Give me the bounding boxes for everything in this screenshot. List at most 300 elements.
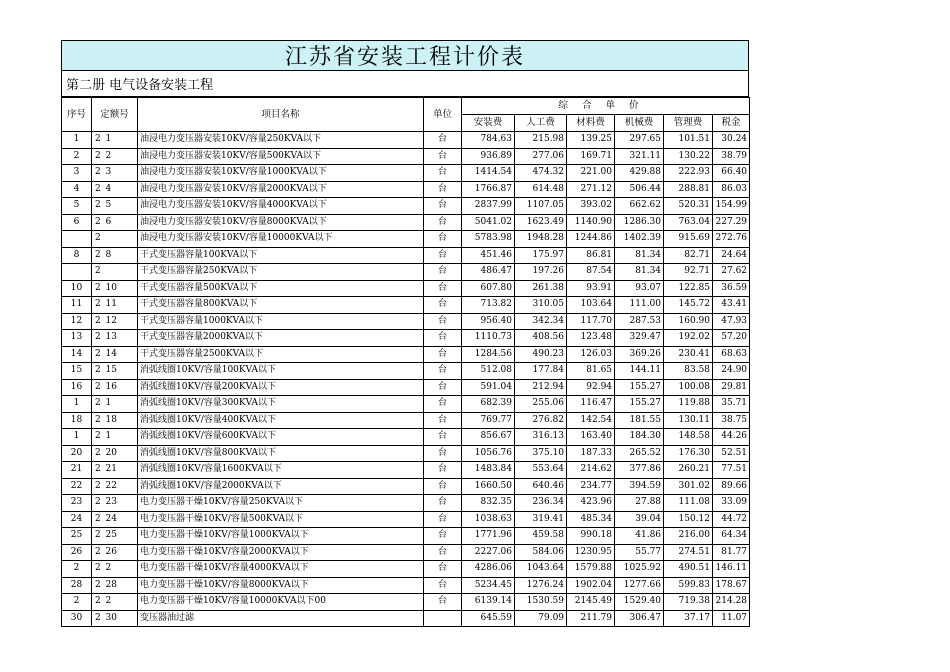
row-labor-fee: 276.82 [515, 412, 567, 429]
row-tax: 44.72 [713, 511, 750, 528]
table-row [62, 330, 750, 347]
row-mgmt-fee: 763.04 [664, 214, 713, 231]
header-tax: 税金 [713, 115, 750, 132]
row-install-fee: 956.40 [462, 313, 515, 330]
row-code-book: 2 [92, 528, 104, 545]
row-mgmt-fee: 37.17 [664, 610, 713, 627]
table-row [62, 412, 750, 429]
row-item-name: 电力变压器干燥10KV/容量8000KVA以下 [138, 577, 424, 594]
row-install-fee: 832.35 [462, 495, 515, 512]
table-row [62, 544, 750, 561]
row-item-name: 消弧线圈10KV/容量2000KVA以下 [138, 478, 424, 495]
row-unit: 台 [424, 148, 462, 165]
row-item-name: 消弧线圈10KV/容量300KVA以下 [138, 396, 424, 413]
row-tax: 36.59 [713, 280, 750, 297]
row-code-number: 18 [104, 412, 138, 429]
row-unit: 台 [424, 346, 462, 363]
row-code-number: 23 [104, 495, 138, 512]
table-row [62, 577, 750, 594]
row-material-fee: 163.40 [567, 429, 615, 446]
row-tax: 86.03 [713, 181, 750, 198]
row-material-fee: 1902.04 [567, 577, 615, 594]
row-tax: 35.71 [713, 396, 750, 413]
row-item-name: 油浸电力变压器安装10KV/容量1000KVA以下 [138, 165, 424, 182]
table-row [62, 132, 750, 149]
row-code-number: 20 [104, 445, 138, 462]
row-code-book: 2 [92, 214, 104, 231]
row-code-number: 15 [104, 363, 138, 380]
row-unit: 台 [424, 396, 462, 413]
header-row-1 [62, 98, 750, 115]
row-machine-fee: 662.62 [615, 198, 664, 215]
row-labor-fee: 177.84 [515, 363, 567, 380]
row-mgmt-fee: 260.21 [664, 462, 713, 479]
row-machine-fee: 329.47 [615, 330, 664, 347]
table-row [62, 379, 750, 396]
row-code-number [104, 264, 138, 281]
row-code-book: 2 [92, 148, 104, 165]
row-material-fee: 1230.95 [567, 544, 615, 561]
row-mgmt-fee: 92.71 [664, 264, 713, 281]
row-install-fee: 607.80 [462, 280, 515, 297]
row-code-book: 2 [92, 379, 104, 396]
row-tax: 29.81 [713, 379, 750, 396]
row-install-fee: 682.39 [462, 396, 515, 413]
row-labor-fee: 1530.59 [515, 594, 567, 611]
row-machine-fee: 93.07 [615, 280, 664, 297]
row-install-fee: 1284.56 [462, 346, 515, 363]
row-code-number: 30 [104, 610, 138, 627]
row-install-fee: 2227.06 [462, 544, 515, 561]
row-labor-fee: 584.06 [515, 544, 567, 561]
row-unit: 台 [424, 379, 462, 396]
row-unit: 台 [424, 412, 462, 429]
table-row [62, 198, 750, 215]
header-name: 项目名称 [138, 98, 424, 132]
table-row [62, 429, 750, 446]
row-code-book: 2 [92, 511, 104, 528]
row-item-name: 干式变压器容量800KVA以下 [138, 297, 424, 314]
row-code-book: 2 [92, 478, 104, 495]
row-install-fee: 1038.63 [462, 511, 515, 528]
row-code-number: 3 [104, 165, 138, 182]
row-code-number: 24 [104, 511, 138, 528]
row-code-number: 26 [104, 544, 138, 561]
row-unit: 台 [424, 594, 462, 611]
row-code-book: 2 [92, 412, 104, 429]
row-seq: 13 [62, 330, 92, 347]
row-code-number [104, 231, 138, 248]
row-unit: 台 [424, 165, 462, 182]
table-row [62, 165, 750, 182]
row-code-book: 2 [92, 396, 104, 413]
row-seq: 1 [62, 132, 92, 149]
row-mgmt-fee: 599.83 [664, 577, 713, 594]
row-tax: 66.40 [713, 165, 750, 182]
row-material-fee: 1244.86 [567, 231, 615, 248]
row-code-number: 2 [104, 594, 138, 611]
row-machine-fee: 369.26 [615, 346, 664, 363]
row-install-fee: 1771.96 [462, 528, 515, 545]
row-install-fee: 512.08 [462, 363, 515, 380]
row-unit: 台 [424, 544, 462, 561]
row-mgmt-fee: 230.41 [664, 346, 713, 363]
row-code-number: 21 [104, 462, 138, 479]
row-seq: 26 [62, 544, 92, 561]
row-item-name: 电力变压器干燥10KV/容量250KVA以下 [138, 495, 424, 512]
row-seq: 14 [62, 346, 92, 363]
row-code-number: 16 [104, 379, 138, 396]
row-code-number: 6 [104, 214, 138, 231]
row-seq: 2 [62, 594, 92, 611]
row-code-book: 2 [92, 132, 104, 149]
row-tax: 38.79 [713, 148, 750, 165]
row-seq: 20 [62, 445, 92, 462]
row-unit: 台 [424, 577, 462, 594]
row-labor-fee: 215.98 [515, 132, 567, 149]
row-install-fee: 1483.84 [462, 462, 515, 479]
row-code-number: 1 [104, 132, 138, 149]
row-material-fee: 87.54 [567, 264, 615, 281]
header-material: 材料费 [567, 115, 615, 132]
row-code-book: 2 [92, 231, 104, 248]
header-install: 安装费 [462, 115, 515, 132]
price-sheet [61, 40, 749, 627]
row-mgmt-fee: 216.00 [664, 528, 713, 545]
table-row [62, 561, 750, 578]
row-mgmt-fee: 192.02 [664, 330, 713, 347]
row-seq: 22 [62, 478, 92, 495]
row-mgmt-fee: 301.02 [664, 478, 713, 495]
row-tax: 68.63 [713, 346, 750, 363]
table-row [62, 363, 750, 380]
row-item-name: 电力变压器干燥10KV/容量2000KVA以下 [138, 544, 424, 561]
row-machine-fee: 265.52 [615, 445, 664, 462]
row-code-book: 2 [92, 495, 104, 512]
row-code-book: 2 [92, 594, 104, 611]
row-seq: 28 [62, 577, 92, 594]
row-install-fee: 1414.54 [462, 165, 515, 182]
row-seq: 18 [62, 412, 92, 429]
row-tax: 227.29 [713, 214, 750, 231]
row-labor-fee: 459.58 [515, 528, 567, 545]
row-material-fee: 117.70 [567, 313, 615, 330]
row-tax: 44.26 [713, 429, 750, 446]
row-mgmt-fee: 82.71 [664, 247, 713, 264]
header-machine: 机械费 [615, 115, 664, 132]
row-item-name: 干式变压器容量100KVA以下 [138, 247, 424, 264]
row-material-fee: 990.18 [567, 528, 615, 545]
table-row [62, 231, 750, 248]
row-seq: 10 [62, 280, 92, 297]
row-code-book: 2 [92, 429, 104, 446]
row-mgmt-fee: 719.38 [664, 594, 713, 611]
row-code-book: 2 [92, 330, 104, 347]
row-seq: 12 [62, 313, 92, 330]
row-labor-fee: 375.10 [515, 445, 567, 462]
row-seq: 23 [62, 495, 92, 512]
row-machine-fee: 306.47 [615, 610, 664, 627]
row-unit: 台 [424, 132, 462, 149]
row-unit: 台 [424, 297, 462, 314]
row-material-fee: 139.25 [567, 132, 615, 149]
row-code-number: 1 [104, 396, 138, 413]
row-code-book: 2 [92, 577, 104, 594]
row-labor-fee: 408.56 [515, 330, 567, 347]
row-item-name: 干式变压器容量1000KVA以下 [138, 313, 424, 330]
row-material-fee: 93.91 [567, 280, 615, 297]
row-code-book: 2 [92, 280, 104, 297]
row-install-fee: 2837.99 [462, 198, 515, 215]
row-item-name: 消弧线圈10KV/容量600KVA以下 [138, 429, 424, 446]
row-mgmt-fee: 160.90 [664, 313, 713, 330]
row-material-fee: 423.96 [567, 495, 615, 512]
table-row [62, 148, 750, 165]
price-table [61, 97, 750, 627]
row-mgmt-fee: 100.08 [664, 379, 713, 396]
row-mgmt-fee: 130.11 [664, 412, 713, 429]
row-material-fee: 485.34 [567, 511, 615, 528]
row-unit: 台 [424, 231, 462, 248]
row-mgmt-fee: 83.58 [664, 363, 713, 380]
row-machine-fee: 81.34 [615, 247, 664, 264]
row-material-fee: 86.81 [567, 247, 615, 264]
row-code-number: 5 [104, 198, 138, 215]
row-labor-fee: 1276.24 [515, 577, 567, 594]
row-unit: 台 [424, 462, 462, 479]
row-material-fee: 211.79 [567, 610, 615, 627]
row-mgmt-fee: 176.30 [664, 445, 713, 462]
row-item-name: 油浸电力变压器安装10KV/容量8000KVA以下 [138, 214, 424, 231]
row-material-fee: 187.33 [567, 445, 615, 462]
row-seq: 1 [62, 429, 92, 446]
row-tax: 47.93 [713, 313, 750, 330]
table-row [62, 264, 750, 281]
row-item-name: 电力变压器干燥10KV/容量1000KVA以下 [138, 528, 424, 545]
row-machine-fee: 1025.92 [615, 561, 664, 578]
row-code-book: 2 [92, 346, 104, 363]
header-labor: 人工费 [515, 115, 567, 132]
row-install-fee: 1056.76 [462, 445, 515, 462]
row-tax: 146.11 [713, 561, 750, 578]
row-install-fee: 713.82 [462, 297, 515, 314]
table-row [62, 511, 750, 528]
row-seq: 11 [62, 297, 92, 314]
row-unit: 台 [424, 429, 462, 446]
row-labor-fee: 261.38 [515, 280, 567, 297]
row-code-book: 2 [92, 561, 104, 578]
row-labor-fee: 640.46 [515, 478, 567, 495]
row-machine-fee: 184.30 [615, 429, 664, 446]
row-unit: 台 [424, 561, 462, 578]
row-labor-fee: 490.23 [515, 346, 567, 363]
row-code-book: 2 [92, 313, 104, 330]
row-install-fee: 856.67 [462, 429, 515, 446]
row-machine-fee: 181.55 [615, 412, 664, 429]
row-labor-fee: 1948.28 [515, 231, 567, 248]
header-unit: 单位 [424, 98, 462, 132]
row-tax: 24.90 [713, 363, 750, 380]
row-machine-fee: 1402.39 [615, 231, 664, 248]
section-title: 第二册 电气设备安装工程 [61, 71, 749, 97]
row-code-number: 10 [104, 280, 138, 297]
row-tax: 30.24 [713, 132, 750, 149]
row-item-name: 变压器油过滤 [138, 610, 424, 627]
row-mgmt-fee: 520.31 [664, 198, 713, 215]
row-seq: 24 [62, 511, 92, 528]
row-unit: 台 [424, 280, 462, 297]
row-unit: 台 [424, 528, 462, 545]
row-code-book: 2 [92, 247, 104, 264]
row-machine-fee: 155.27 [615, 396, 664, 413]
row-tax: 77.51 [713, 462, 750, 479]
row-seq: 25 [62, 528, 92, 545]
row-material-fee: 169.71 [567, 148, 615, 165]
row-seq: 2 [62, 561, 92, 578]
row-seq: 2 [62, 148, 92, 165]
row-install-fee: 1110.73 [462, 330, 515, 347]
row-code-number: 11 [104, 297, 138, 314]
row-labor-fee: 474.32 [515, 165, 567, 182]
row-code-book: 2 [92, 181, 104, 198]
row-machine-fee: 1286.30 [615, 214, 664, 231]
row-material-fee: 92.94 [567, 379, 615, 396]
row-code-number: 28 [104, 577, 138, 594]
row-item-name: 油浸电力变压器安装10KV/容量250KVA以下 [138, 132, 424, 149]
row-tax: 272.76 [713, 231, 750, 248]
row-install-fee: 4286.06 [462, 561, 515, 578]
row-tax: 33.09 [713, 495, 750, 512]
row-machine-fee: 55.77 [615, 544, 664, 561]
row-labor-fee: 1107.05 [515, 198, 567, 215]
row-seq: 30 [62, 610, 92, 627]
table-row [62, 445, 750, 462]
row-material-fee: 234.77 [567, 478, 615, 495]
row-labor-fee: 277.06 [515, 148, 567, 165]
row-mgmt-fee: 130.22 [664, 148, 713, 165]
row-tax: 24.64 [713, 247, 750, 264]
row-material-fee: 123.48 [567, 330, 615, 347]
row-code-book: 2 [92, 198, 104, 215]
row-seq: 21 [62, 462, 92, 479]
row-machine-fee: 81.34 [615, 264, 664, 281]
header-seq: 序号 [62, 98, 92, 132]
row-item-name: 消弧线圈10KV/容量200KVA以下 [138, 379, 424, 396]
row-material-fee: 116.47 [567, 396, 615, 413]
row-seq [62, 264, 92, 281]
row-code-number: 13 [104, 330, 138, 347]
row-unit: 台 [424, 363, 462, 380]
row-item-name: 油浸电力变压器安装10KV/容量4000KVA以下 [138, 198, 424, 215]
row-tax: 178.67 [713, 577, 750, 594]
row-machine-fee: 1277.66 [615, 577, 664, 594]
row-code-book: 2 [92, 363, 104, 380]
row-tax: 27.62 [713, 264, 750, 281]
row-item-name: 干式变压器容量2000KVA以下 [138, 330, 424, 347]
row-machine-fee: 1529.40 [615, 594, 664, 611]
row-install-fee: 936.89 [462, 148, 515, 165]
row-install-fee: 5783.98 [462, 231, 515, 248]
row-code-book: 2 [92, 297, 104, 314]
table-row [62, 396, 750, 413]
row-mgmt-fee: 122.85 [664, 280, 713, 297]
row-labor-fee: 212.94 [515, 379, 567, 396]
row-mgmt-fee: 111.08 [664, 495, 713, 512]
row-item-name: 消弧线圈10KV/容量400KVA以下 [138, 412, 424, 429]
row-mgmt-fee: 274.51 [664, 544, 713, 561]
row-item-name: 消弧线圈10KV/容量1600KVA以下 [138, 462, 424, 479]
row-code-book: 2 [92, 165, 104, 182]
row-install-fee: 769.77 [462, 412, 515, 429]
row-labor-fee: 553.64 [515, 462, 567, 479]
row-seq: 6 [62, 214, 92, 231]
row-unit: 台 [424, 214, 462, 231]
row-item-name: 油浸电力变压器安装10KV/容量10000KVA以下 [138, 231, 424, 248]
row-labor-fee: 319.41 [515, 511, 567, 528]
row-seq: 5 [62, 198, 92, 215]
row-code-book: 2 [92, 462, 104, 479]
row-machine-fee: 144.11 [615, 363, 664, 380]
row-labor-fee: 316.13 [515, 429, 567, 446]
row-machine-fee: 111.00 [615, 297, 664, 314]
row-material-fee: 81.65 [567, 363, 615, 380]
row-code-book: 2 [92, 544, 104, 561]
row-item-name: 干式变压器容量500KVA以下 [138, 280, 424, 297]
table-row [62, 181, 750, 198]
table-row [62, 594, 750, 611]
row-material-fee: 2145.49 [567, 594, 615, 611]
row-item-name: 电力变压器干燥10KV/容量10000KVA以下00 [138, 594, 424, 611]
row-tax: 43.41 [713, 297, 750, 314]
table-row [62, 247, 750, 264]
row-code-number: 14 [104, 346, 138, 363]
table-row [62, 297, 750, 314]
row-unit: 台 [424, 181, 462, 198]
row-install-fee: 1766.87 [462, 181, 515, 198]
row-tax: 57.20 [713, 330, 750, 347]
row-labor-fee: 614.48 [515, 181, 567, 198]
sheet-title: 江苏省安装工程计价表 [61, 40, 749, 71]
table-row [62, 346, 750, 363]
row-tax: 38.75 [713, 412, 750, 429]
row-labor-fee: 1043.64 [515, 561, 567, 578]
row-item-name: 油浸电力变压器安装10KV/容量500KVA以下 [138, 148, 424, 165]
row-seq: 1 [62, 396, 92, 413]
row-unit: 台 [424, 445, 462, 462]
row-machine-fee: 377.86 [615, 462, 664, 479]
row-tax: 81.77 [713, 544, 750, 561]
row-code-book: 2 [92, 264, 104, 281]
row-code-book: 2 [92, 445, 104, 462]
row-material-fee: 1140.90 [567, 214, 615, 231]
row-install-fee: 5041.02 [462, 214, 515, 231]
row-mgmt-fee: 915.69 [664, 231, 713, 248]
row-material-fee: 271.12 [567, 181, 615, 198]
row-code-number: 1 [104, 429, 138, 446]
row-mgmt-fee: 490.51 [664, 561, 713, 578]
table-row [62, 313, 750, 330]
table-row [62, 495, 750, 512]
row-install-fee: 6139.14 [462, 594, 515, 611]
row-material-fee: 1579.88 [567, 561, 615, 578]
row-unit: 台 [424, 330, 462, 347]
row-code-number: 4 [104, 181, 138, 198]
row-mgmt-fee: 150.12 [664, 511, 713, 528]
row-unit: 台 [424, 264, 462, 281]
row-seq: 4 [62, 181, 92, 198]
row-code-number: 12 [104, 313, 138, 330]
row-mgmt-fee: 101.51 [664, 132, 713, 149]
